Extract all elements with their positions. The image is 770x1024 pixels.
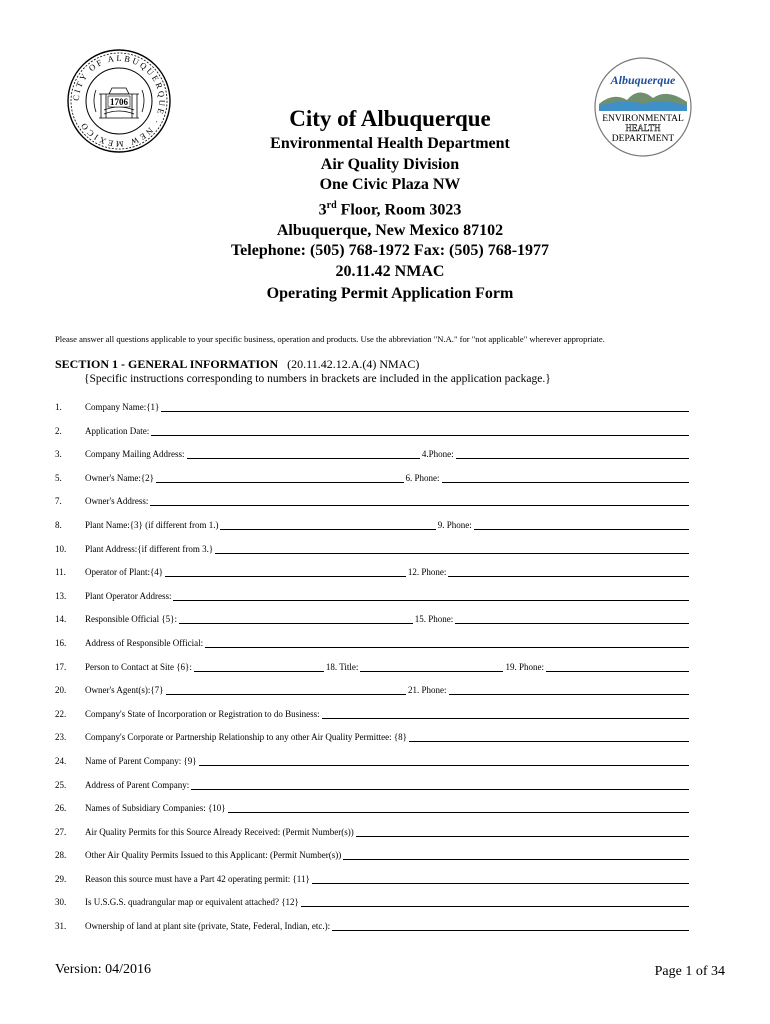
field-label: Reason this source must have a Part 42 operating permit: {11}	[85, 873, 310, 884]
row-number: 16.	[55, 637, 67, 648]
row-number: 28.	[55, 850, 67, 861]
page-number: Page 1 of 34	[654, 964, 725, 979]
row-number: 11.	[55, 567, 66, 578]
form-row	[55, 492, 689, 516]
instructions-text: Please answer all questions applicable to your specific business, operation and products. Use the abbreviation "N.A." for "not applicable" wherever appropriate.	[55, 334, 605, 344]
field-label: 9. Phone:	[437, 519, 472, 530]
row-number: 17.	[55, 661, 67, 672]
row-content	[83, 732, 689, 742]
row-content	[83, 544, 689, 554]
field-input-line[interactable]	[179, 614, 413, 624]
field-label: Owner's Address:	[85, 496, 149, 507]
field-input-line[interactable]	[173, 591, 689, 601]
row-number: 14.	[55, 614, 67, 625]
field-input-line[interactable]	[343, 850, 689, 860]
form-row	[55, 776, 689, 800]
field-input-line[interactable]	[187, 449, 420, 459]
field-label: Responsible Official {5}:	[85, 614, 177, 625]
field-input-line[interactable]	[322, 709, 689, 719]
field-input-line[interactable]	[312, 874, 689, 884]
field-input-line[interactable]	[199, 756, 689, 766]
row-number: 29.	[55, 873, 67, 884]
nmac-reference: 20.11.42 NMAC	[335, 262, 445, 280]
city-title: City of Albuquerque	[289, 106, 491, 131]
department-name: Environmental Health Department	[270, 135, 510, 152]
row-number: 1.	[55, 402, 62, 412]
seal-ring-text: CITY OF ALBUQUERQUE · NEW MEXICO	[70, 52, 168, 150]
form-row	[55, 658, 689, 682]
field-label: Operator of Plant:{4}	[85, 567, 164, 578]
row-content	[83, 897, 689, 907]
form-row	[55, 846, 689, 870]
row-content	[83, 520, 689, 530]
street-address: One Civic Plaza NW	[319, 176, 461, 194]
field-label: Company's Corporate or Partnership Relationship to any other Air Quality Permittee: {8}	[85, 732, 407, 743]
letterhead	[0, 104, 770, 304]
form-title: Operating Permit Application Form	[266, 285, 514, 303]
form-row	[55, 587, 689, 611]
row-number: 23.	[55, 732, 67, 743]
section-subtitle: {Specific instructions corresponding to numbers in brackets are included in the application package.}	[84, 373, 551, 385]
row-number: 2.	[55, 425, 62, 436]
form-row	[55, 445, 689, 469]
logo-brand: Albuquerque	[610, 73, 676, 87]
field-label: Company Mailing Address:	[85, 449, 185, 460]
field-label: 21. Phone:	[408, 685, 447, 696]
row-content	[83, 614, 689, 624]
field-label: 19. Phone:	[505, 661, 544, 672]
form-row	[55, 634, 689, 658]
row-content	[83, 473, 689, 483]
row-content	[83, 496, 689, 506]
form-row	[55, 823, 689, 847]
form-row	[55, 516, 689, 540]
form-row	[55, 540, 689, 564]
row-content	[83, 780, 689, 790]
row-number: 13.	[55, 590, 67, 601]
form-row	[55, 870, 689, 894]
floor-room	[0, 196, 770, 221]
field-input-line[interactable]	[455, 614, 689, 624]
field-label: Other Air Quality Permits Issued to this Applicant: (Permit Number(s))	[85, 850, 342, 861]
field-label: Plant Address:{if different from 3.}	[85, 543, 214, 554]
row-content	[83, 827, 689, 837]
field-input-line[interactable]	[409, 732, 689, 742]
row-number: 24.	[55, 755, 67, 766]
field-label: Ownership of land at plant site (private, State, Federal, Indian, etc.):	[85, 921, 331, 932]
field-label: Owner's Agent(s):{7}	[85, 685, 164, 696]
field-input-line[interactable]	[161, 402, 689, 412]
field-label: Air Quality Permits for this Source Already Received: (Permit Number(s))	[85, 826, 354, 837]
field-input-line[interactable]	[220, 520, 435, 530]
row-content	[83, 874, 689, 884]
form-row	[55, 728, 689, 752]
field-label: 15. Phone:	[414, 614, 454, 625]
field-label: Person to Contact at Site {6}:	[85, 661, 192, 672]
field-label: 4.Phone:	[421, 449, 454, 460]
form-row	[55, 893, 689, 917]
field-input-line[interactable]	[301, 897, 689, 907]
field-label: Plant Name:{3} (if different from 1.)	[85, 519, 219, 530]
row-number: 8.	[55, 519, 62, 530]
row-number: 22.	[55, 708, 67, 719]
field-label: Plant Operator Address:	[85, 590, 172, 601]
field-input-line[interactable]	[215, 544, 689, 554]
field-input-line[interactable]	[356, 827, 689, 837]
form-row	[55, 398, 689, 422]
form-fields	[55, 398, 689, 941]
field-input-line[interactable]	[546, 662, 689, 672]
row-content	[83, 803, 689, 813]
field-input-line[interactable]	[150, 496, 689, 506]
field-input-line[interactable]	[194, 662, 324, 672]
field-label: Company Name:{1}	[85, 402, 160, 412]
field-label: Company's State of Incorporation or Registration to do Business:	[85, 708, 320, 719]
field-label: Address of Parent Company:	[85, 779, 190, 790]
row-number: 20.	[55, 685, 67, 696]
field-label: 6. Phone:	[405, 472, 440, 483]
field-label: Is U.S.G.S. quadrangular map or equivalent attached? {12}	[85, 897, 299, 908]
form-row	[55, 610, 689, 634]
field-input-line[interactable]	[448, 567, 689, 577]
form-row	[55, 681, 689, 705]
logo-line-3: DEPARTMENT	[611, 134, 675, 144]
row-content	[83, 709, 689, 719]
field-input-line[interactable]	[456, 449, 689, 459]
row-content	[83, 921, 689, 931]
floor-suffix: rd	[326, 199, 337, 211]
form-row	[55, 705, 689, 729]
row-number: 10.	[55, 543, 67, 554]
seal-year: 1706	[110, 97, 128, 107]
logo-line-2: HEALTH	[625, 123, 661, 133]
row-content	[83, 567, 689, 577]
field-input-line[interactable]	[166, 685, 407, 695]
field-input-line[interactable]	[151, 426, 689, 436]
field-input-line[interactable]	[360, 662, 503, 672]
section-reference: (20.11.42.12.A.(4) NMAC)	[287, 357, 420, 371]
floor-number: 3	[318, 201, 327, 219]
row-content	[83, 685, 689, 695]
floor-rest: Floor, Room 3023	[336, 201, 462, 219]
row-content	[83, 402, 689, 412]
form-row	[55, 422, 689, 446]
form-row	[55, 917, 689, 941]
field-label: Names of Subsidiary Companies: {10}	[85, 803, 226, 814]
version-label: Version: 04/2016	[55, 962, 152, 977]
telephone-fax: Telephone: (505) 768-1972 Fax: (505) 768-1977	[230, 242, 550, 260]
field-input-line[interactable]	[449, 685, 690, 695]
division-name: Air Quality Division	[320, 155, 460, 173]
row-content	[83, 850, 689, 860]
row-number: 27.	[55, 826, 67, 837]
form-row	[55, 799, 689, 823]
field-label: Application Date:	[85, 425, 150, 436]
row-number: 31.	[55, 921, 67, 932]
field-input-line[interactable]	[165, 567, 406, 577]
row-content	[83, 638, 689, 648]
row-content	[83, 756, 689, 766]
row-content	[83, 449, 689, 459]
row-number: 26.	[55, 803, 67, 814]
row-number: 25.	[55, 779, 67, 790]
field-input-line[interactable]	[205, 638, 689, 648]
section-title: SECTION 1 - GENERAL INFORMATION	[55, 357, 279, 371]
field-input-line[interactable]	[474, 520, 689, 530]
row-content	[83, 426, 689, 436]
field-input-line[interactable]	[442, 473, 690, 483]
form-row	[55, 752, 689, 776]
field-label: Name of Parent Company: {9}	[85, 755, 197, 766]
field-label: Address of Responsible Official:	[85, 637, 204, 648]
field-label: Owner's Name:{2}	[85, 472, 154, 483]
form-row	[55, 469, 689, 493]
row-number: 3.	[55, 449, 62, 460]
field-label: 12. Phone:	[407, 567, 447, 578]
section-heading	[55, 357, 419, 372]
field-label: 18. Title:	[325, 661, 359, 672]
field-input-line[interactable]	[191, 780, 689, 790]
field-input-line[interactable]	[332, 921, 689, 931]
field-input-line[interactable]	[156, 473, 404, 483]
field-input-line[interactable]	[228, 803, 689, 813]
city-state-zip: Albuquerque, New Mexico 87102	[276, 221, 504, 239]
logo-line-1: ENVIRONMENTAL	[602, 114, 684, 124]
row-content	[83, 591, 689, 601]
row-number: 5.	[55, 472, 62, 483]
row-number: 7.	[55, 496, 62, 507]
row-content	[83, 662, 689, 672]
form-row	[55, 563, 689, 587]
row-number: 30.	[55, 897, 67, 908]
